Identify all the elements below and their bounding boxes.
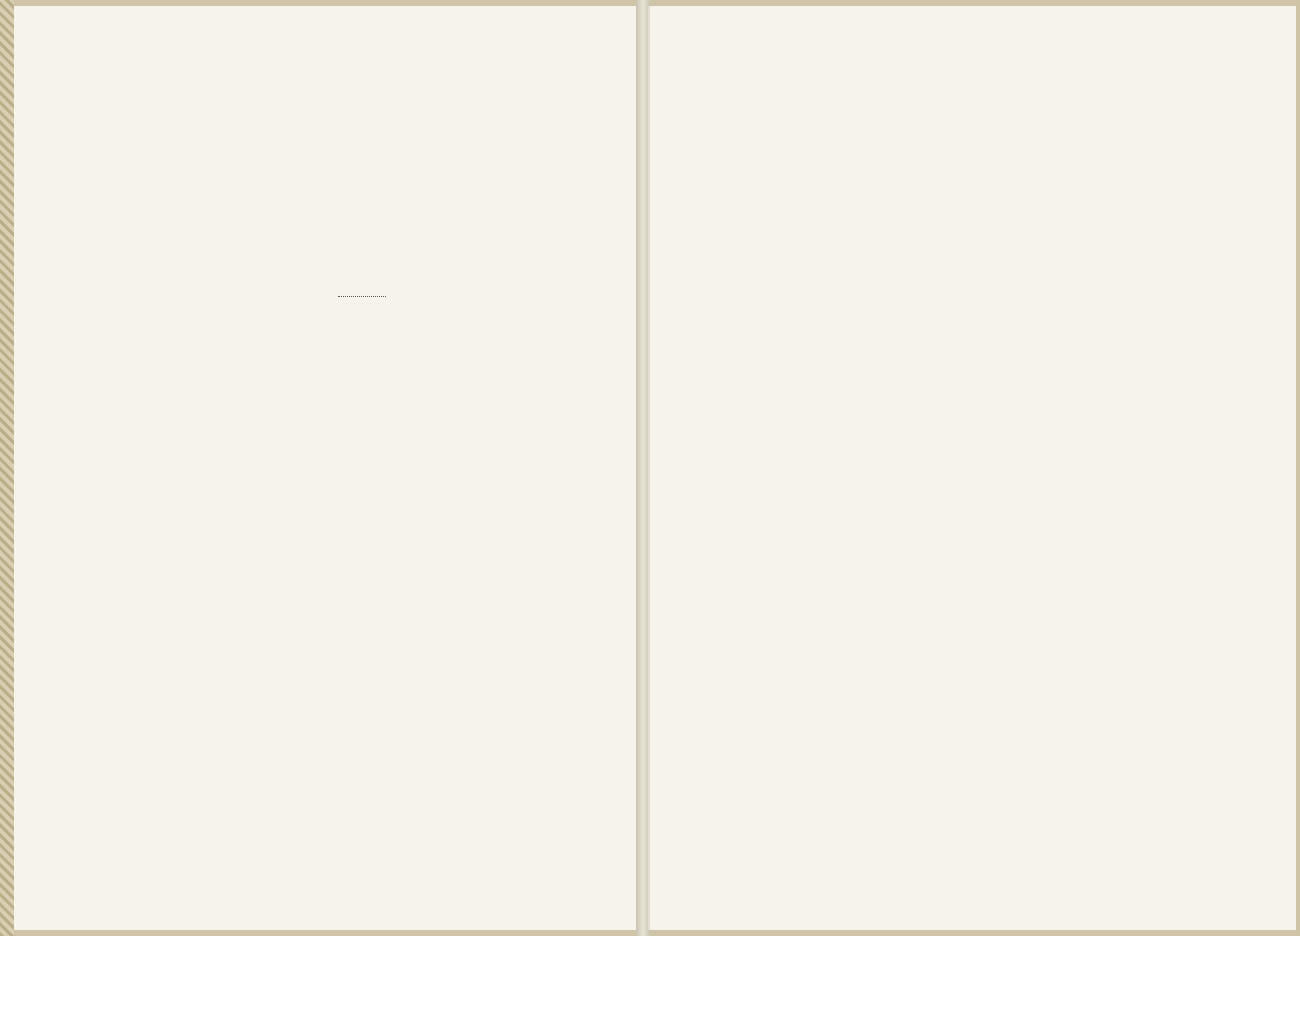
left-page (14, 6, 640, 930)
heading-flourish (338, 296, 386, 301)
map-endpaper-edge (0, 0, 14, 936)
right-page (648, 6, 1296, 930)
watermark-footer (0, 936, 1300, 1022)
